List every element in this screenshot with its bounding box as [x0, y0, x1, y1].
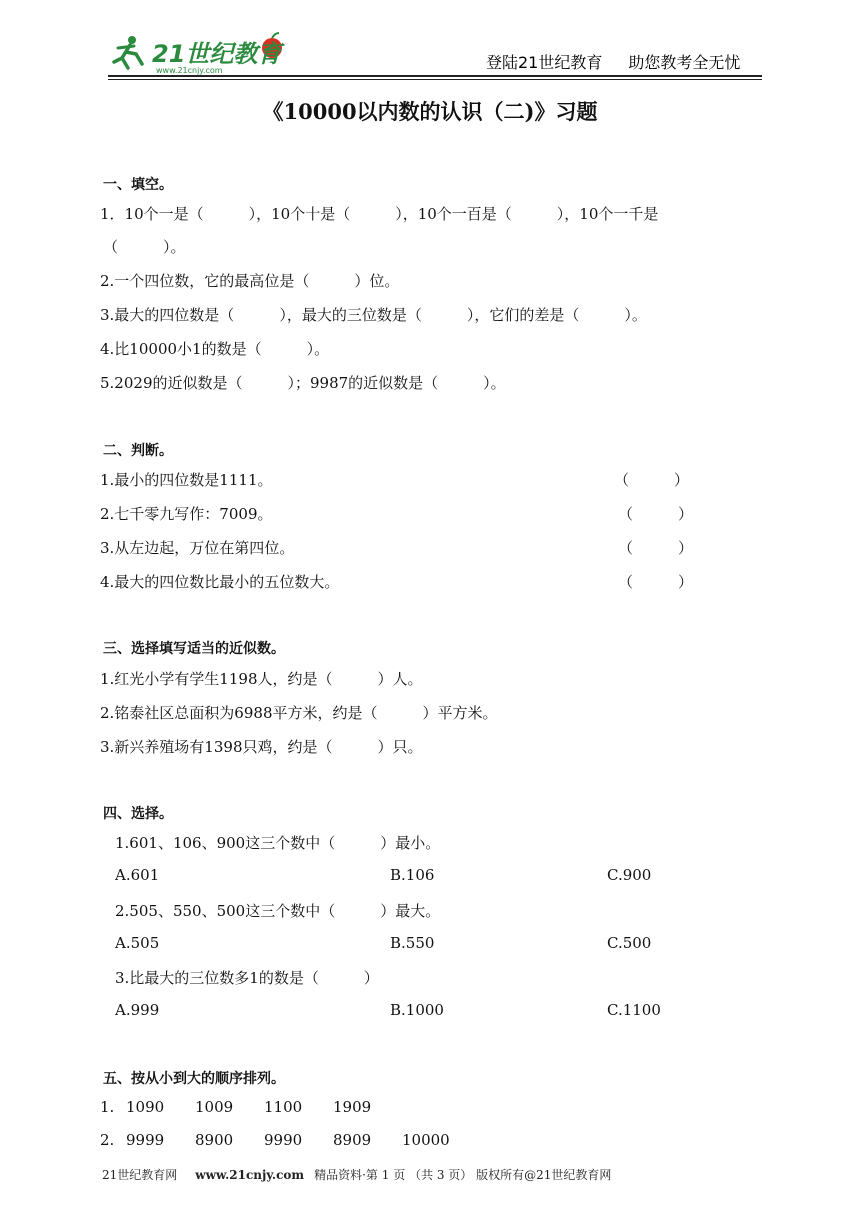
judge-item-3: 3.从左边起，万位在第四位。: [100, 539, 295, 557]
fill-q3: 3.最大的四位数是（ ），最大的三位数是（ ），它们的差是（ ）。: [100, 306, 647, 324]
order-row-2-num-4: 8909: [333, 1131, 372, 1149]
fill-q1-line1: 1．10个一是（ ），10个十是（ ），10个一百是（ ），10个一千是: [100, 205, 659, 223]
choice-3-option-c: C.1100: [607, 1001, 661, 1019]
judge-item-1: 1.最小的四位数是1111。: [100, 471, 273, 489]
judge-answer-4: （ ）: [618, 573, 694, 591]
choice-question-1: 1.601、106、900这三个数中（ ）最小。: [115, 834, 441, 852]
order-row-1-num-3: 1100: [264, 1098, 303, 1116]
footer-site: 21世纪教育网: [102, 1168, 178, 1182]
page-footer: [102, 1166, 611, 1183]
choice-3-option-a: A.999: [115, 1001, 160, 1019]
choice-question-3: 3.比最大的三位数多1的数是（ ）: [115, 969, 379, 987]
order-row-2-label: 2.: [100, 1131, 115, 1149]
section-heading-choice: 四、选择。: [103, 806, 173, 822]
logo-url: www.21cnjy.com: [156, 66, 223, 75]
approx-item-2: 2.铭泰社区总面积为6988平方米，约是（ ）平方米。: [100, 704, 498, 722]
footer-copyright: 精品资料·第 1 页 （共 3 页） 版权所有@21世纪教育网: [314, 1168, 612, 1182]
fill-q5: 5.2029的近似数是（ ）；9987的近似数是（ ）。: [100, 374, 506, 392]
logo-text: 21世纪教育: [152, 40, 282, 68]
judge-item-2: 2.七千零九写作：7009。: [100, 505, 273, 523]
order-row-2-num-1: 9999: [126, 1131, 165, 1149]
choice-1-option-a: A.601: [115, 866, 160, 884]
header-slogan: [486, 50, 740, 73]
order-row-1-label: 1.: [100, 1098, 115, 1116]
choice-1-option-c: C.900: [607, 866, 652, 884]
judge-answer-3: （ ）: [618, 539, 694, 557]
order-row-1-num-1: 1090: [126, 1098, 165, 1116]
header-right-text: 助您教考全无忧: [628, 53, 741, 72]
judge-answer-1: （ ）: [614, 471, 690, 489]
choice-2-option-b: B.550: [390, 934, 435, 952]
section-heading-order: 五、按从小到大的顺序排列。: [103, 1071, 285, 1087]
header-rule-thin: [108, 79, 762, 80]
fill-q4: 4.比10000小1的数是（ ）。: [100, 340, 330, 358]
fill-q1-line2: （ ）。: [103, 238, 186, 256]
fill-q2: 2.一个四位数，它的最高位是（ ）位。: [100, 272, 400, 290]
footer-url: www.21cnjy.com: [195, 1168, 305, 1182]
judge-answer-2: （ ）: [618, 505, 694, 523]
logo: [108, 28, 288, 76]
choice-2-option-c: C.500: [607, 934, 652, 952]
order-row-2-num-5: 10000: [402, 1131, 450, 1149]
approx-item-1: 1.红光小学有学生1198人，约是（ ）人。: [100, 670, 423, 688]
order-row-1-num-4: 1909: [333, 1098, 372, 1116]
order-row-2-num-2: 8900: [195, 1131, 234, 1149]
header-left-text: 登陆21世纪教育: [486, 53, 603, 72]
judge-item-4: 4.最大的四位数比最小的五位数大。: [100, 573, 340, 591]
section-heading-approx: 三、选择填写适当的近似数。: [103, 641, 285, 657]
order-row-1-num-2: 1009: [195, 1098, 234, 1116]
approx-item-3: 3.新兴养殖场有1398只鸡，约是（ ）只。: [100, 738, 423, 756]
page-title: 《10000以内数的认识（二)》习题: [262, 99, 598, 124]
choice-2-option-a: A.505: [115, 934, 160, 952]
section-heading-judge: 二、判断。: [103, 443, 173, 459]
order-row-2-num-3: 9990: [264, 1131, 303, 1149]
section-heading-fill: 一、填空。: [103, 177, 173, 193]
header-rule: [108, 75, 762, 77]
choice-question-2: 2.505、550、500这三个数中（ ）最大。: [115, 902, 441, 920]
choice-3-option-b: B.1000: [390, 1001, 444, 1019]
choice-1-option-b: B.106: [390, 866, 435, 884]
logo-graphic: [108, 28, 288, 76]
